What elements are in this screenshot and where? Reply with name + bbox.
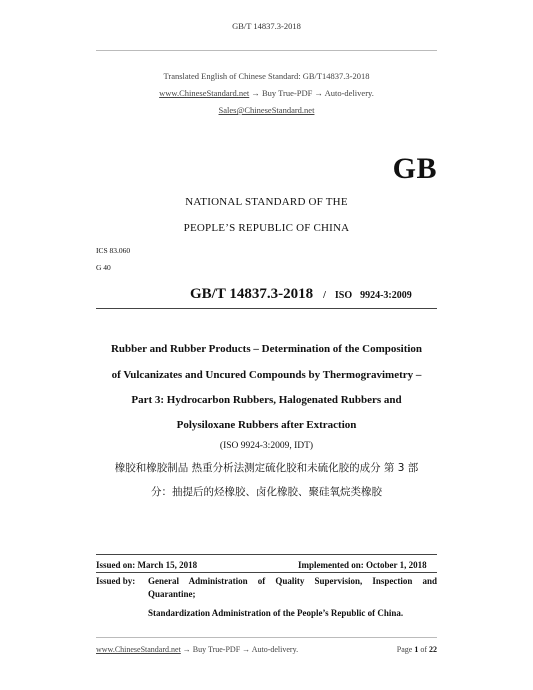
footer-buy-text: Buy True-PDF xyxy=(192,645,241,654)
issuing-authority-2: Standardization Administration of the People’s Republic of China. xyxy=(148,608,404,618)
footer-delivery-text: Auto-delivery. xyxy=(251,645,299,654)
ics-code: ICS 83.060 xyxy=(96,246,131,255)
issued-date: Issued on: March 15, 2018 xyxy=(96,560,198,570)
gbt-number: GB/T 14837.3-2018 xyxy=(190,286,314,302)
page-total: 22 xyxy=(429,645,437,654)
site-link[interactable]: www.ChineseStandard.net xyxy=(159,88,250,98)
dates-divider xyxy=(96,554,437,555)
footer-site-link[interactable]: www.ChineseStandard.net xyxy=(96,645,181,654)
issued-by-label: Issued by: xyxy=(96,576,136,586)
iso-prefix: ISO xyxy=(334,290,353,301)
email-line xyxy=(0,105,533,115)
issued-by-block xyxy=(96,575,437,620)
standard-number xyxy=(190,285,412,303)
title-divider xyxy=(96,308,437,309)
gb-mark: GB xyxy=(392,152,437,185)
issued-divider xyxy=(96,572,437,573)
national-standard-line1: NATIONAL STANDARD OF THE xyxy=(185,196,348,208)
arrow-right-icon: → xyxy=(314,88,323,98)
title-line3: Part 3: Hydrocarbon Rubbers, Halogenated Rubbers and xyxy=(131,394,402,406)
page-label: Page xyxy=(396,645,413,654)
arrow-right-icon: → xyxy=(251,88,260,98)
auto-delivery-text: Auto-delivery. xyxy=(324,88,374,98)
page-footer xyxy=(96,645,437,654)
buy-pdf-text: Buy True-PDF xyxy=(262,88,313,98)
standard-separator: / xyxy=(323,290,326,301)
translation-note: Translated English of Chinese Standard: GB/T14837.3-2018 xyxy=(163,71,370,81)
arrow-right-icon: → xyxy=(182,645,191,654)
header-divider xyxy=(96,50,437,51)
footer-links xyxy=(96,645,298,654)
implemented-date: Implemented on: October 1, 2018 xyxy=(298,560,427,570)
of-label: of xyxy=(420,645,427,654)
title-line1: Rubber and Rubber Products – Determination of the Composition xyxy=(110,343,423,355)
sales-email-link[interactable]: Sales@ChineseStandard.net xyxy=(218,105,315,115)
title-line4: Polysiloxane Rubbers after Extraction xyxy=(176,419,357,431)
national-standard-line2: PEOPLE’S REPUBLIC OF CHINA xyxy=(183,222,350,234)
arrow-right-icon: → xyxy=(242,645,251,654)
issuing-authority-1: General Administration of Quality Supervision, Inspection and Quarantine; xyxy=(148,576,437,599)
running-header: GB/T 14837.3-2018 xyxy=(232,21,301,31)
title-line2: of Vulcanizates and Uncured Compounds by Thermogravimetry – xyxy=(111,369,422,381)
iso-reference: (ISO 9924-3:2009, IDT) xyxy=(219,441,314,451)
chinese-title-line1: 橡胶和橡胶制品 热重分析法测定硫化胶和未硫化胶的成分 第 3 部 xyxy=(114,462,419,474)
page-indicator xyxy=(397,645,437,654)
footer-divider xyxy=(96,637,437,638)
classification-code: G 40 xyxy=(96,263,111,272)
iso-number: 9924-3:2009 xyxy=(360,290,412,301)
chinese-title-line2: 分：抽提后的烃橡胶、卤化橡胶、聚硅氧烷类橡胶 xyxy=(151,486,382,498)
translation-links xyxy=(0,88,533,98)
page-number: 1 xyxy=(414,645,419,654)
